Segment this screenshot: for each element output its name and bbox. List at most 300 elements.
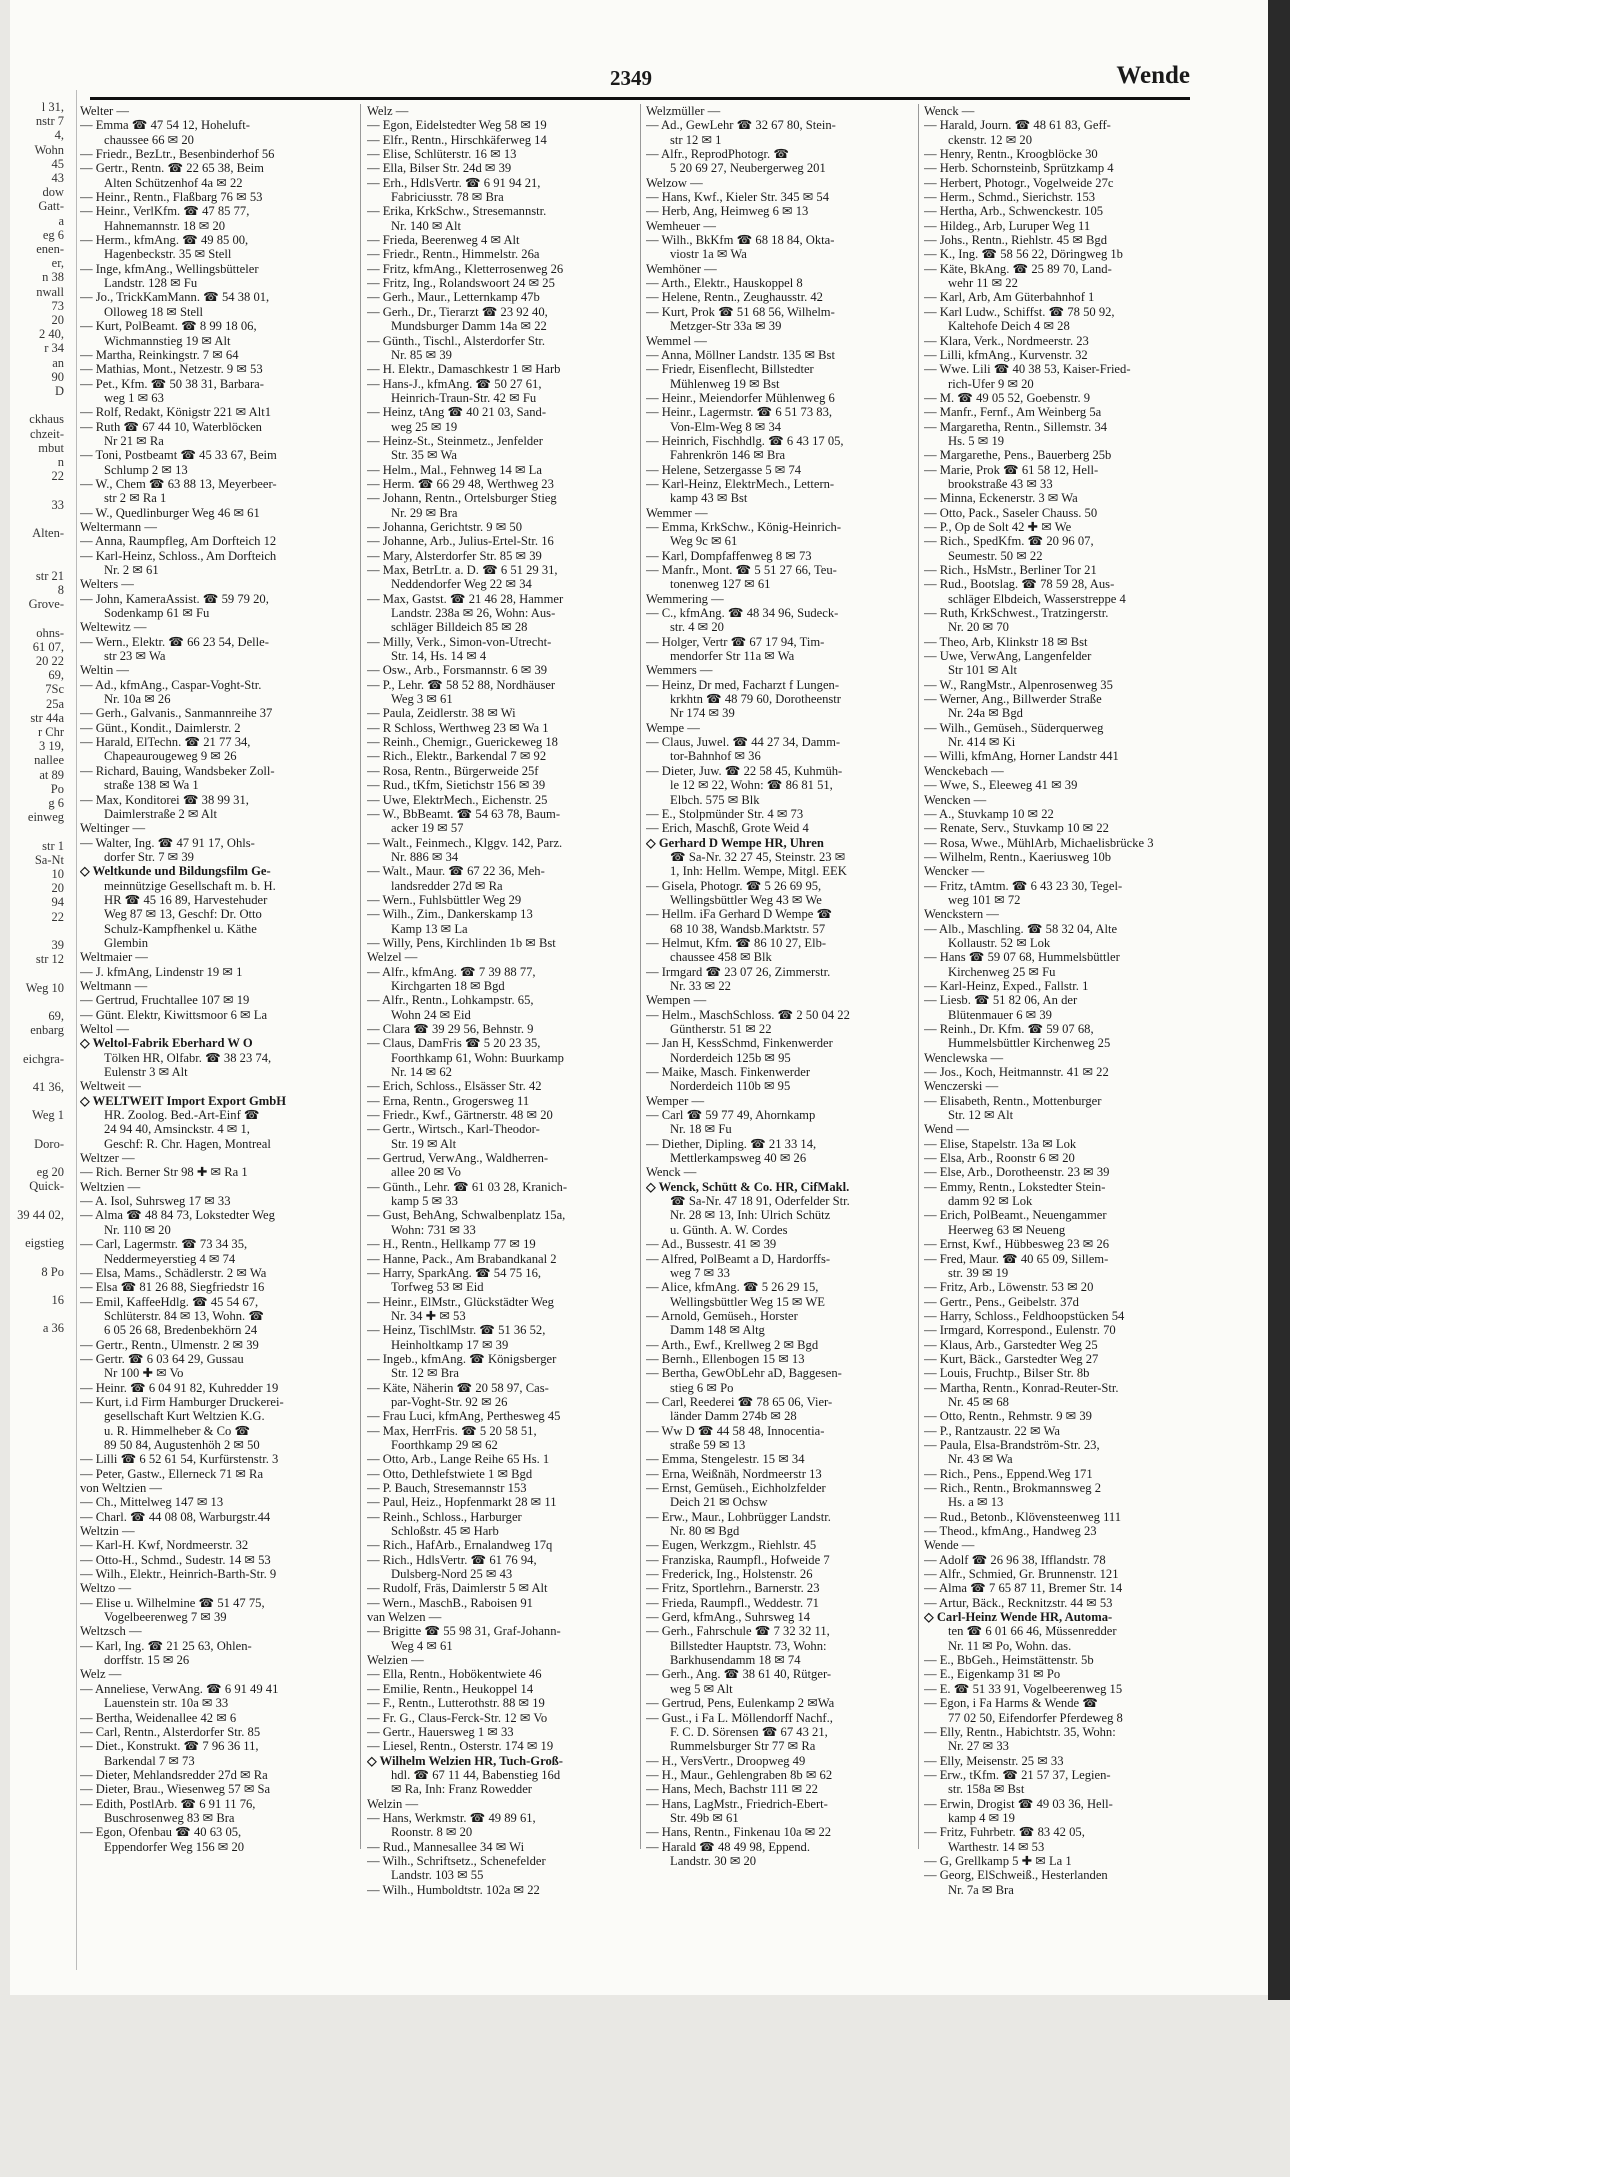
directory-entry-line: — Herb, Ang, Heimweg 6 ✉ 13 bbox=[646, 204, 809, 219]
directory-entry-line: damm 92 ✉ Lok bbox=[948, 1194, 1033, 1209]
directory-entry-line: Nr. 140 ✉ Alt bbox=[391, 218, 462, 233]
directory-entry-line: — Hans, Werkmstr. ☎ 49 89 61, bbox=[367, 1810, 536, 1825]
directory-entry-line: — Ad., Bussestr. 41 ✉ 39 bbox=[646, 1237, 777, 1252]
directory-entry-line: — Martha, Reinkingstr. 7 ✉ 64 bbox=[80, 347, 239, 362]
directory-entry-line: wehr 11 ✉ 22 bbox=[948, 276, 1018, 291]
directory-entry-line: — Egon, Ofenbau ☎ 40 63 05, bbox=[80, 1825, 242, 1840]
surname-heading: Wempe — bbox=[646, 720, 700, 735]
edge-fragment: 20 bbox=[51, 313, 64, 328]
surname-heading: Wenck — bbox=[646, 1165, 697, 1180]
directory-entry-line: brookstraße 43 ✉ 33 bbox=[948, 476, 1053, 491]
directory-entry-line: weg 101 ✉ 72 bbox=[948, 892, 1021, 907]
directory-entry-line: — Walt., Feinmech., Klggv. 142, Parz. bbox=[367, 835, 563, 850]
surname-heading: Wempen — bbox=[646, 993, 707, 1008]
directory-entry-line: — Herm., Schmd., Sierichstr. 153 bbox=[924, 190, 1096, 205]
directory-entry-line: — Erika, KrkSchw., Stresemannstr. bbox=[367, 204, 547, 219]
edge-fragment bbox=[10, 995, 68, 1009]
edge-fragment: eg 6 bbox=[42, 227, 64, 242]
directory-entry-line: — Emilie, Rentn., Heukoppel 14 bbox=[367, 1681, 534, 1696]
directory-entry-line: Dulsberg-Nord 25 ✉ 43 bbox=[391, 1567, 513, 1582]
surname-heading: Wemmers — bbox=[646, 663, 713, 678]
directory-entry-line: kamp 43 ✉ Bst bbox=[670, 491, 748, 506]
edge-fragment bbox=[10, 966, 68, 980]
directory-entry-line: — Gust., i Fa L. Möllendorff Nachf., bbox=[646, 1710, 833, 1725]
directory-entry-line: — Fritz, Fuhrbetr. ☎ 83 42 05, bbox=[924, 1825, 1085, 1840]
directory-entry-line: — Herm. ☎ 66 29 48, Werthweg 23 bbox=[367, 476, 554, 491]
directory-entry-line: — Bernh., Ellenbogen 15 ✉ 13 bbox=[646, 1351, 805, 1366]
directory-entry-line: str. 39 ✉ 19 bbox=[948, 1265, 1009, 1280]
edge-fragment: 3 19, bbox=[39, 739, 64, 754]
directory-entry-line: Billstedter Hauptstr. 73, Wohn: bbox=[670, 1638, 827, 1653]
directory-entry-line: Nr. 14 ✉ 62 bbox=[391, 1065, 452, 1080]
directory-entry-line: — Irmgard ☎ 23 07 26, Zimmerstr. bbox=[646, 964, 831, 979]
directory-entry-line: ◇ WELTWEIT Import Export GmbH bbox=[80, 1093, 287, 1108]
directory-entry-line: — Clara ☎ 39 29 56, Behnstr. 9 bbox=[367, 1022, 534, 1036]
directory-entry-line: — Erwin, Drogist ☎ 49 03 36, Hell- bbox=[924, 1796, 1113, 1811]
edge-fragment: n bbox=[57, 455, 64, 470]
directory-entry-line: stieg 6 ✉ Po bbox=[670, 1380, 734, 1395]
directory-entry-line: Vogelbeerenweg 7 ✉ 39 bbox=[104, 1610, 227, 1625]
edge-fragment: 22 bbox=[51, 909, 64, 924]
directory-entry-line: — Paula, Elsa-Brandström-Str. 23, bbox=[924, 1437, 1100, 1452]
directory-entry-line: Nr. 18 ✉ Fu bbox=[670, 1122, 732, 1137]
directory-entry-line: Rummelsburger Str 77 ✉ Ra bbox=[670, 1739, 816, 1754]
directory-entry-line: — Osw., Arb., Forsmannstr. 6 ✉ 39 bbox=[367, 663, 548, 678]
directory-entry-line: — W., RangMstr., Alpenrosenweg 35 bbox=[924, 677, 1113, 692]
directory-entry-line: Str. 49b ✉ 61 bbox=[670, 1810, 739, 1825]
directory-entry-line: — Gertr. ☎ 6 03 64 29, Gussau bbox=[80, 1351, 244, 1366]
surname-heading: Weltzsch — bbox=[80, 1624, 142, 1639]
edge-fragment bbox=[10, 924, 68, 938]
directory-entry-line: le 12 ✉ 22, Wohn: ☎ 86 81 51, bbox=[670, 778, 833, 793]
directory-entry-line: kamp 5 ✉ 33 bbox=[391, 1194, 458, 1209]
directory-entry-line: — F., Rentn., Lutterothstr. 88 ✉ 19 bbox=[367, 1696, 545, 1711]
directory-entry-line: Roonstr. 8 ✉ 20 bbox=[391, 1825, 473, 1840]
edge-fragment: eg 20 bbox=[36, 1165, 64, 1180]
edge-fragment: 69, bbox=[48, 668, 64, 683]
directory-entry-line: — Erna, Rentn., Grogersweg 11 bbox=[367, 1093, 530, 1108]
directory-entry-line: — Herb. Schornsteinb, Sprützkamp 4 bbox=[924, 161, 1114, 176]
directory-entry-line: — Otto-H., Schmd., Sudestr. 14 ✉ 53 bbox=[80, 1552, 271, 1567]
directory-entry-line: — Karl-Heinz, Schloss., Am Dorfteich bbox=[80, 548, 277, 563]
edge-fragment: r Chr bbox=[37, 724, 64, 739]
directory-entry-line: — Alfr., Schmied, Gr. Brunnenstr. 121 bbox=[924, 1567, 1119, 1582]
directory-entry-line: Nr. 29 ✉ Bra bbox=[391, 505, 458, 520]
directory-entry-line: — Fritz, Ing., Rolandswoort 24 ✉ 25 bbox=[367, 276, 555, 291]
directory-entry-line: — H. Elektr., Damaschkestr 1 ✉ Harb bbox=[367, 362, 561, 377]
directory-entry-line: chaussee 66 ✉ 20 bbox=[104, 132, 194, 147]
edge-fragment: an bbox=[52, 355, 64, 370]
column-rule bbox=[918, 104, 919, 1849]
directory-entry-line: Blütenmauer 6 ✉ 39 bbox=[948, 1007, 1052, 1022]
directory-entry-line: — Rudolf, Fräs, Daimlerstr 5 ✉ Alt bbox=[367, 1581, 548, 1596]
directory-entry-line: Nr 100 ✚ ✉ Vo bbox=[104, 1366, 184, 1381]
directory-entry-line: Str 101 ✉ Alt bbox=[948, 663, 1017, 678]
directory-entry-line: kamp 4 ✉ 19 bbox=[948, 1810, 1015, 1825]
edge-fragment: Weg 10 bbox=[25, 980, 64, 995]
directory-entry-line: Hahnemannstr. 18 ✉ 20 bbox=[104, 218, 226, 233]
surname-heading: Wencken — bbox=[924, 792, 987, 807]
edge-fragment: 20 22 bbox=[35, 653, 64, 668]
directory-entry-line: — Alfr., Rentn., Lohkampstr. 65, bbox=[367, 993, 534, 1008]
directory-entry-line: Buschrosenweg 83 ✉ Bra bbox=[104, 1810, 235, 1825]
edge-fragment bbox=[10, 1307, 68, 1321]
edge-fragment: g 6 bbox=[48, 795, 64, 810]
surname-heading: Weltzer — bbox=[80, 1151, 135, 1166]
surname-heading: Wenclewska — bbox=[924, 1050, 1004, 1065]
directory-entry-line: — Elisabeth, Rentn., Mottenburger bbox=[924, 1093, 1102, 1108]
directory-entry-line: Nr 174 ✉ 39 bbox=[670, 706, 735, 721]
directory-entry-line: — Heinrich, Fischhdlg. ☎ 6 43 17 05, bbox=[646, 433, 844, 448]
directory-entry-line: Nr. 24a ✉ Bgd bbox=[948, 706, 1023, 721]
directory-entry-line: — Ernst, Gemüseh., Eichholzfelder bbox=[646, 1481, 826, 1495]
directory-entry-line: — Theo, Arb, Klinkstr 18 ✉ Bst bbox=[924, 634, 1088, 649]
directory-entry-line: — Wwe. Lili ☎ 40 38 53, Kaiser-Fried- bbox=[924, 362, 1131, 377]
directory-entry-line: Nr. 414 ✉ Ki bbox=[948, 735, 1016, 750]
edge-fragment: Alten- bbox=[32, 526, 64, 541]
surname-heading: Wemmer — bbox=[646, 505, 708, 520]
directory-entry-line: — Dieter, Mehlandsredder 27d ✉ Ra bbox=[80, 1767, 268, 1782]
directory-entry-line: — H., Rentn., Hellkamp 77 ✉ 19 bbox=[367, 1237, 536, 1252]
directory-entry-line: Nr. 28 ✉ 13, Inh: Ulrich Schütz bbox=[670, 1208, 831, 1223]
edge-fragment: einweg bbox=[27, 810, 64, 825]
directory-entry-line: Nr. 45 ✉ 68 bbox=[948, 1394, 1009, 1409]
edge-fragment bbox=[10, 1037, 68, 1051]
directory-entry-line: — Jo., TrickKamMann. ☎ 54 38 01, bbox=[80, 290, 270, 305]
surname-heading: Welzel — bbox=[367, 950, 418, 965]
directory-entry-line: Von-Elm-Weg 8 ✉ 34 bbox=[670, 419, 782, 434]
surname-heading: Wemmering — bbox=[646, 591, 724, 606]
directory-entry-line: — Emma, Stengelestr. 15 ✉ 34 bbox=[646, 1452, 805, 1467]
directory-entry-line: — Emmy, Rentn., Lokstedter Stein- bbox=[924, 1179, 1106, 1194]
directory-entry-line: — Rich., SpedKfm. ☎ 20 96 07, bbox=[924, 534, 1094, 549]
directory-entry-line: Hagenbeckstr. 35 ✉ Stell bbox=[104, 247, 232, 262]
directory-entry-line: — Wilh., Humboldtstr. 102a ✉ 22 bbox=[367, 1882, 540, 1897]
directory-entry-line: — Bertha, Weidenallee 42 ✉ 6 bbox=[80, 1710, 237, 1725]
directory-entry-line: Lauenstein str. 10a ✉ 33 bbox=[104, 1696, 229, 1711]
directory-entry-line: — Paul, Heiz., Hopfenmarkt 28 ✉ 11 bbox=[367, 1495, 557, 1510]
directory-entry-line: 6 05 26 68, Bredenbekhörn 24 bbox=[104, 1323, 258, 1338]
directory-entry-line: — Arnold, Gemüseh., Horster bbox=[646, 1308, 798, 1323]
directory-entry-line: — Alice, kfmAng. ☎ 5 26 29 15, bbox=[646, 1280, 819, 1295]
directory-entry-line: — Walt., Maur. ☎ 67 22 36, Meh- bbox=[367, 864, 545, 879]
edge-fragment bbox=[10, 512, 68, 526]
directory-entry-line: weg 1 ✉ 63 bbox=[104, 390, 164, 405]
directory-entry-line: — Elly, Rentn., Habichtstr. 35, Wohn: bbox=[924, 1724, 1116, 1739]
column-rule bbox=[360, 104, 361, 1849]
directory-entry-line: Eppendorfer Weg 156 ✉ 20 bbox=[104, 1839, 245, 1854]
directory-entry-line: gesellschaft Kurt Weltzien K.G. bbox=[104, 1409, 265, 1424]
directory-entry-line: — Ella, Rentn., Hobökentwiete 46 bbox=[367, 1667, 542, 1682]
directory-entry-line: ◇ Weltkunde und Bildungsfilm Ge- bbox=[80, 864, 271, 879]
directory-entry-line: Neddendorfer Weg 22 ✉ 34 bbox=[391, 577, 532, 592]
edge-fragment: str 21 bbox=[35, 568, 64, 583]
directory-entry-line: Daimlerstraße 2 ✉ Alt bbox=[104, 806, 218, 821]
directory-entry-line: — E., Stolpmünder Str. 4 ✉ 73 bbox=[646, 806, 804, 821]
edge-fragment: Weg 1 bbox=[32, 1108, 64, 1123]
directory-entry-line: — E., Eigenkamp 31 ✉ Po bbox=[924, 1667, 1061, 1682]
page-header bbox=[80, 62, 1190, 98]
directory-entry-line: — Frieda, Beerenweg 4 ✉ Alt bbox=[367, 233, 520, 248]
directory-entry-line: — Erw., tKfm. ☎ 21 57 37, Legien- bbox=[924, 1767, 1111, 1782]
directory-entry-line: — Elly, Meisenstr. 25 ✉ 33 bbox=[924, 1753, 1064, 1768]
directory-entry-line: Wellingsbüttler Weg 43 ✉ We bbox=[670, 892, 822, 907]
directory-entry-line: — Karl, Arb, Am Güterbahnhof 1 bbox=[924, 290, 1095, 305]
directory-column-4 bbox=[924, 104, 1194, 1954]
directory-entry-line: — Max, BetrLtr. a. D. ☎ 6 51 29 31, bbox=[367, 563, 558, 577]
directory-entry-line: — W., BbBeamt. ☎ 54 63 78, Baum- bbox=[367, 806, 561, 821]
directory-entry-line: — Helm., MaschSchloss. ☎ 2 50 04 22 bbox=[646, 1007, 850, 1022]
directory-entry-line: — Martha, Rentn., Konrad-Reuter-Str. bbox=[924, 1380, 1119, 1395]
directory-entry-line: — P. Bauch, Stresemannstr 153 bbox=[367, 1481, 527, 1495]
edge-fragment: 45 bbox=[51, 156, 64, 171]
directory-entry-line: — Gerh., Dr., Tierarzt ☎ 23 92 40, bbox=[367, 304, 548, 319]
surname-heading: Weltzin — bbox=[80, 1524, 135, 1539]
directory-entry-line: — Harald ☎ 48 49 98, Eppend. bbox=[646, 1839, 810, 1854]
directory-entry-line: — Theod., kfmAng., Handweg 23 bbox=[924, 1524, 1097, 1539]
directory-entry-line: Landstr. 103 ✉ 55 bbox=[391, 1868, 484, 1883]
directory-entry-line: — Fritz, tAmtm. ☎ 6 43 23 30, Tegel- bbox=[924, 878, 1123, 893]
directory-entry-line: Schulz-Kampfhenkel u. Käthe bbox=[104, 921, 257, 936]
edge-fragment bbox=[10, 1123, 68, 1137]
directory-entry-line: — Marie, Prok ☎ 61 58 12, Hell- bbox=[924, 462, 1099, 477]
directory-entry-line: Damm 148 ✉ Altg bbox=[670, 1323, 765, 1338]
edge-fragment: a bbox=[58, 213, 64, 228]
directory-entry-line: Mettlerkampsweg 40 ✉ 26 bbox=[670, 1151, 807, 1166]
directory-entry-line: — Günt., Kondit., Daimlerstr. 2 bbox=[80, 720, 241, 735]
edge-fragment bbox=[10, 1250, 68, 1264]
directory-entry-line: — Lilli ☎ 6 52 61 54, Kurfürstenstr. 3 bbox=[80, 1452, 279, 1467]
surname-heading: Welz — bbox=[80, 1667, 122, 1682]
directory-entry-line: Hs. 5 ✉ 19 bbox=[948, 433, 1005, 448]
directory-entry-line: — Wern., Elektr. ☎ 66 23 54, Delle- bbox=[80, 634, 269, 649]
directory-entry-line: — Frieda, Raumpfl., Weddestr. 71 bbox=[646, 1595, 819, 1610]
directory-entry-line: — A., Stuvkamp 10 ✉ 22 bbox=[924, 806, 1054, 821]
edge-fragment bbox=[10, 398, 68, 412]
surname-heading: Welzin — bbox=[367, 1796, 419, 1811]
directory-entry-line: — E., BbGeh., Heimstättenstr. 5b bbox=[924, 1653, 1094, 1668]
directory-entry-line: — Adolf ☎ 26 96 38, Ifflandstr. 78 bbox=[924, 1552, 1106, 1567]
directory-entry-line: — Karl-H. Kwf, Nordmeerstr. 32 bbox=[80, 1538, 249, 1553]
directory-entry-line: — Wern., MaschB., Raboisen 91 bbox=[367, 1595, 533, 1610]
directory-entry-line: — Gertr., Rentn. ☎ 22 65 38, Beim bbox=[80, 161, 264, 176]
directory-entry-line: — Gerd, kfmAng., Suhrsweg 14 bbox=[646, 1610, 811, 1625]
directory-entry-line: — Richard, Bauing, Wandsbeker Zoll- bbox=[80, 763, 275, 778]
directory-entry-line: — Margaretha, Rentn., Sillemstr. 34 bbox=[924, 419, 1108, 434]
surname-heading: Welters — bbox=[80, 577, 134, 592]
directory-entry-line: — Gertrud, Pens, Eulenkamp 2 ✉Wa bbox=[646, 1696, 835, 1711]
directory-entry-line: — Claus, Juwel. ☎ 44 27 34, Damm- bbox=[646, 735, 841, 750]
edge-fragment: 4, bbox=[54, 128, 64, 143]
directory-entry-line: ◇ Wilhelm Welzien HR, Tuch-Groß- bbox=[367, 1753, 563, 1768]
directory-entry-line: u. Günth. A. W. Cordes bbox=[670, 1222, 788, 1237]
directory-entry-line: — Franziska, Raumpfl., Hofweide 7 bbox=[646, 1552, 830, 1567]
directory-entry-line: — W., Chem ☎ 63 88 13, Meyerbeer- bbox=[80, 476, 277, 491]
surname-heading: Weltermann — bbox=[80, 519, 157, 534]
directory-entry-line: Str. 12 ✉ Bra bbox=[391, 1366, 459, 1381]
directory-entry-line: Norderdeich 125b ✉ 95 bbox=[670, 1050, 791, 1065]
directory-entry-line: — Jos., Koch, Heitmannstr. 41 ✉ 22 bbox=[924, 1065, 1109, 1080]
directory-entry-line: Nr 21 ✉ Ra bbox=[104, 433, 164, 448]
directory-entry-line: Barkendal 7 ✉ 73 bbox=[104, 1753, 195, 1768]
directory-entry-line: ◇ Gerhard D Wempe HR, Uhren bbox=[646, 835, 824, 850]
directory-entry-line: — Claus, DamFris ☎ 5 20 23 35, bbox=[367, 1036, 541, 1051]
facing-page-edge-fragments bbox=[10, 100, 68, 1970]
directory-entry-line: — Fr. G., Claus-Ferck-Str. 12 ✉ Vo bbox=[367, 1710, 548, 1725]
directory-entry-line: — Elsa ☎ 81 26 88, Siegfriedstr 16 bbox=[80, 1280, 265, 1295]
directory-entry-line: — Artur, Bäck., Recknitzstr. 44 ✉ 53 bbox=[924, 1595, 1113, 1610]
directory-entry-line: Weg 4 ✉ 61 bbox=[391, 1638, 453, 1653]
edge-fragment: n 38 bbox=[42, 270, 64, 285]
surname-heading: Weltzien — bbox=[80, 1179, 141, 1194]
edge-fragment: Sa-Nt bbox=[34, 852, 64, 867]
surname-heading: Weltmann — bbox=[80, 978, 148, 993]
directory-entry-line: — Elsa, Arb., Roonstr 6 ✉ 20 bbox=[924, 1151, 1075, 1166]
directory-entry-line: — Elise u. Wilhelmine ☎ 51 47 75, bbox=[80, 1595, 265, 1610]
directory-entry-line: — Emma, KrkSchw., König-Heinrich- bbox=[646, 519, 842, 534]
directory-entry-line: Nr. 85 ✉ 39 bbox=[391, 347, 452, 362]
edge-fragment: 94 bbox=[51, 895, 64, 910]
directory-entry-line: — Willi, kfmAng, Horner Landstr 441 bbox=[924, 749, 1119, 764]
directory-entry-line: — Heinr. ☎ 6 04 91 82, Kuhredder 19 bbox=[80, 1380, 279, 1395]
directory-entry-line: — Hertha, Arb., Schwenckestr. 105 bbox=[924, 204, 1104, 219]
directory-entry-line: Metzger-Str 33a ✉ 39 bbox=[670, 319, 782, 334]
directory-entry-line: Nr. 11 ✉ Po, Wohn. das. bbox=[948, 1638, 1072, 1653]
surname-heading: Wende — bbox=[924, 1538, 975, 1553]
directory-entry-line: dorffstr. 15 ✉ 26 bbox=[104, 1653, 190, 1668]
edge-fragment: Grove- bbox=[28, 597, 64, 612]
edge-fragment: at 89 bbox=[39, 767, 64, 782]
directory-entry-line: 1, Inh: Hellm. Wempe, Mitgl. EEK bbox=[670, 864, 847, 879]
directory-entry-line: Kirchenweg 25 ✉ Fu bbox=[948, 964, 1056, 979]
directory-entry-line: 77 02 50, Eifendorfer Pferdeweg 8 bbox=[948, 1710, 1123, 1725]
directory-entry-line: schläger Elbdeich, Wasserstreppe 4 bbox=[948, 591, 1126, 606]
directory-entry-line: — Johs., Rentn., Riehlstr. 45 ✉ Bgd bbox=[924, 233, 1108, 248]
directory-entry-line: Nr. 886 ✉ 34 bbox=[391, 849, 459, 864]
directory-entry-line: Kamp 13 ✉ La bbox=[391, 921, 468, 936]
directory-entry-line: — Rich., HafArb., Ernalandweg 17q bbox=[367, 1538, 553, 1553]
directory-entry-line: — Hans, Rentn., Finkenau 10a ✉ 22 bbox=[646, 1825, 832, 1840]
directory-entry-line: — Gerh., Ang. ☎ 38 61 40, Rütger- bbox=[646, 1667, 832, 1682]
directory-entry-line: Weg 87 ✉ 13, Geschf: Dr. Otto bbox=[104, 907, 262, 922]
directory-entry-line: ckenstr. 12 ✉ 20 bbox=[948, 132, 1033, 147]
edge-fragment: D bbox=[54, 384, 64, 399]
edge-fragment: mbut bbox=[38, 440, 64, 455]
directory-entry-line: — Erh., HdlsVertr. ☎ 6 91 94 21, bbox=[367, 175, 541, 190]
directory-entry-line: Weg 9c ✉ 61 bbox=[670, 534, 738, 549]
directory-entry-line: Nr. 43 ✉ Wa bbox=[948, 1452, 1013, 1467]
directory-entry-line: Hs. a ✉ 13 bbox=[948, 1495, 1004, 1510]
directory-entry-line: — Wilh., Zim., Dankerskamp 13 bbox=[367, 907, 533, 922]
directory-entry-line: — Käte, BkAng. ☎ 25 89 70, Land- bbox=[924, 261, 1112, 276]
surname-heading: Weltewitz — bbox=[80, 620, 147, 635]
directory-entry-line: — Helene, Setzergasse 5 ✉ 74 bbox=[646, 462, 802, 477]
surname-heading: Wemmel — bbox=[646, 333, 707, 348]
directory-entry-line: — Rolf, Redakt, Königstr 221 ✉ Alt1 bbox=[80, 405, 272, 420]
directory-entry-line: Warthestr. 14 ✉ 53 bbox=[948, 1839, 1045, 1854]
directory-entry-line: — Klara, Verk., Nordmeerstr. 23 bbox=[924, 333, 1089, 348]
directory-entry-line: — Otto, Rentn., Rehmstr. 9 ✉ 39 bbox=[924, 1409, 1092, 1424]
directory-entry-line: — Helmut, Kfm. ☎ 86 10 27, Elb- bbox=[646, 935, 827, 950]
directory-entry-line: tonenweg 127 ✉ 61 bbox=[670, 577, 771, 592]
directory-entry-line: — Heinz, tAng ☎ 40 21 03, Sand- bbox=[367, 405, 547, 420]
edge-fragment: Po bbox=[50, 781, 64, 796]
directory-entry-line: str. 4 ✉ 20 bbox=[670, 620, 724, 635]
directory-entry-line: — Toni, Postbeamt ☎ 45 33 67, Beim bbox=[80, 448, 277, 463]
directory-entry-line: Landstr. 128 ✉ Fu bbox=[104, 276, 198, 291]
directory-entry-line: — Rich., HsMstr., Berliner Tor 21 bbox=[924, 563, 1097, 577]
directory-entry-line: — Georg, ElSchweiß., Hesterlanden bbox=[924, 1868, 1108, 1883]
directory-entry-line: — Fritz, kfmAng., Kletterrosenweg 26 bbox=[367, 261, 564, 276]
directory-entry-line: — Hanne, Pack., Am Brabandkanal 2 bbox=[367, 1251, 557, 1266]
directory-entry-line: dorfer Str. 7 ✉ 39 bbox=[104, 849, 194, 864]
directory-entry-line: — Klaus, Arb., Garstedter Weg 25 bbox=[924, 1337, 1098, 1352]
directory-entry-line: — Eugen, Werkzgm., Riehlstr. 45 bbox=[646, 1538, 817, 1553]
directory-entry-line: — Max, HerrFris. ☎ 5 20 58 51, bbox=[367, 1423, 537, 1438]
directory-entry-line: Fahrenkrön 146 ✉ Bra bbox=[670, 448, 786, 463]
directory-entry-line: — Gisela, Photogr. ☎ 5 26 69 95, bbox=[646, 878, 822, 893]
directory-entry-line: — Milly, Verk., Simon-von-Utrecht- bbox=[367, 634, 552, 649]
directory-entry-line: viostr 1a ✉ Wa bbox=[670, 247, 747, 262]
directory-entry-line: — Max, Konditorei ☎ 38 99 31, bbox=[80, 792, 249, 807]
directory-entry-line: — Heinz-St., Steinmetz., Jenfelder bbox=[367, 433, 543, 448]
page-number: 2349 bbox=[610, 66, 652, 90]
edge-fragment: chzeit- bbox=[29, 426, 64, 441]
directory-entry-line: — Karl-Heinz, ElektrMech., Lettern- bbox=[646, 476, 835, 491]
directory-entry-line: — Rud., tKfm, Sietichstr 156 ✉ 39 bbox=[367, 778, 546, 793]
directory-entry-line: weg 25 ✉ 19 bbox=[391, 419, 458, 434]
edge-fragment: 41 36, bbox=[32, 1080, 64, 1095]
directory-entry-line: — Manfr., Mont. ☎ 5 51 27 66, Teu- bbox=[646, 563, 837, 577]
edge-fragment: 7Sc bbox=[45, 682, 64, 697]
directory-entry-line: — Gerh., Galvanis., Sanmannreihe 37 bbox=[80, 706, 273, 721]
directory-column-1 bbox=[80, 104, 350, 1954]
directory-entry-line: — Reinh., Schloss., Harburger bbox=[367, 1509, 522, 1524]
directory-entry-line: Wellingsbüttler Weg 15 ✉ WE bbox=[670, 1294, 825, 1309]
directory-entry-line: — Reinh., Chemigr., Guerickeweg 18 bbox=[367, 735, 558, 750]
directory-entry-line: — A. Isol, Suhrsweg 17 ✉ 33 bbox=[80, 1194, 231, 1209]
surname-heading: von Weltzien — bbox=[80, 1481, 162, 1495]
directory-entry-line: — Herm., kfmAng. ☎ 49 85 00, bbox=[80, 233, 249, 248]
directory-entry-line: — Rich. Berner Str 98 ✚ ✉ Ra 1 bbox=[80, 1165, 248, 1180]
directory-entry-line: — H., Maur., Gehlengraben 8b ✉ 62 bbox=[646, 1767, 833, 1782]
surname-heading: Welzien — bbox=[367, 1653, 424, 1668]
directory-entry-line: — Minna, Eckenerstr. 3 ✉ Wa bbox=[924, 491, 1078, 506]
edge-fragment: nallee bbox=[34, 753, 64, 768]
directory-entry-line: — G, Grellkamp 5 ✚ ✉ La 1 bbox=[924, 1853, 1072, 1868]
directory-entry-line: — Alfr., ReprodPhotogr. ☎ bbox=[646, 147, 790, 162]
surname-heading: Wemheuer — bbox=[646, 218, 716, 233]
directory-entry-line: — Edith, PostlArb. ☎ 6 91 11 76, bbox=[80, 1796, 256, 1811]
surname-heading: Weltweit — bbox=[80, 1079, 141, 1094]
edge-fragment: 90 bbox=[51, 369, 64, 384]
directory-entry-line: Heinholtkamp 17 ✉ 39 bbox=[391, 1337, 509, 1352]
edge-fragment: 73 bbox=[51, 298, 64, 313]
directory-entry-line: — Diet., Konstrukt. ☎ 7 96 36 11, bbox=[80, 1739, 259, 1754]
directory-entry-line: — Otto, Pack., Saseler Chauss. 50 bbox=[924, 505, 1098, 520]
directory-entry-line: straße 59 ✉ 13 bbox=[670, 1437, 746, 1452]
directory-entry-line: — Inge, kfmAng., Wellingsbütteler bbox=[80, 261, 259, 276]
directory-entry-line: Eulenstr 3 ✉ Alt bbox=[104, 1065, 188, 1080]
directory-entry-line: — Carl, Reederei ☎ 78 65 06, Vier- bbox=[646, 1394, 833, 1409]
directory-entry-line: mendorfer Str 11a ✉ Wa bbox=[670, 649, 795, 664]
edge-fragment: er, bbox=[51, 256, 64, 271]
directory-entry-line: str 12 ✉ 1 bbox=[670, 132, 722, 147]
surname-heading: Weltzo — bbox=[80, 1581, 132, 1596]
directory-entry-line: — Helene, Rentn., Zeughausstr. 42 bbox=[646, 290, 823, 305]
edge-fragment: Doro- bbox=[34, 1136, 64, 1151]
directory-entry-line: — Manfr., Fernf., Am Weinberg 5a bbox=[924, 405, 1102, 420]
